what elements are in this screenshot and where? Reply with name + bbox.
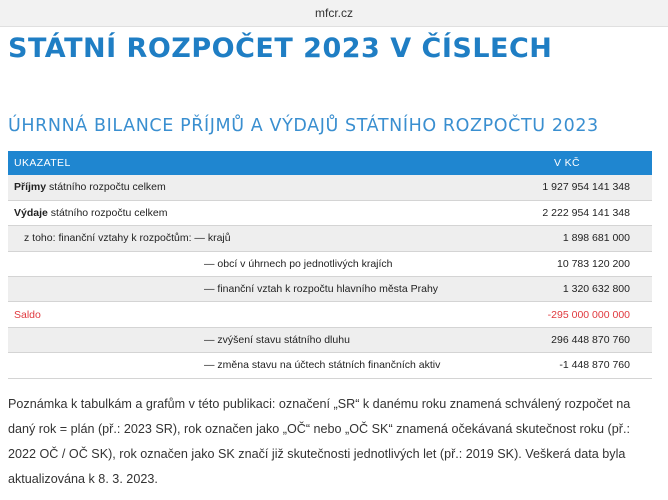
row-value: 10 783 120 200 <box>557 257 630 270</box>
table-row-saldo <box>8 302 652 327</box>
url-text: mfcr.cz <box>315 6 353 20</box>
header-value: V KČ <box>553 157 581 169</box>
budget-balance-table <box>8 151 652 379</box>
row-value: 296 448 870 760 <box>551 334 630 347</box>
row-value: 1 898 681 000 <box>562 232 630 245</box>
row-label: — finanční vztah k rozpočtu hlavního města Prahy <box>204 283 439 296</box>
row-value: 1 320 632 800 <box>562 283 630 296</box>
table-header-row <box>8 151 652 175</box>
row-label: Saldo <box>14 308 41 321</box>
row-label: — obcí v úhrnech po jednotlivých krajích <box>204 257 393 270</box>
row-label: z toho: finanční vztahy k rozpočtům: — krajů <box>24 232 231 245</box>
footnote: Poznámka k tabulkám a grafům v této publikaci: označení „SR“ k danému roku znamená schválený rozpočet na daný rok = plán (př.: 2023 SR), rok označen jako „OČ“ nebo „OČ SK“ znamená očekávaná skutečnost roku (př.: 2022 OČ / OČ SK), rok označen jako SK značí již skutečnosti jednotlivých let (př.: 2019 SK). Veškerá data byla aktualizována k 8. 3. 2023. <box>8 397 631 486</box>
row-value: 2 222 954 141 348 <box>542 207 630 220</box>
row-label-bold: Příjmy <box>14 181 47 194</box>
row-label: — změna stavu na účtech státních finančních aktiv <box>204 359 441 372</box>
row-value: -295 000 000 000 <box>547 308 630 321</box>
table-row-asset-change <box>8 353 652 378</box>
row-label-rest: státního rozpočtu celkem <box>46 181 166 194</box>
browser-url-bar[interactable] <box>0 0 668 27</box>
page-title: STÁTNÍ ROZPOČET 2023 V ČÍSLECH <box>8 33 553 64</box>
row-label <box>8 200 482 225</box>
table-row-revenues <box>8 175 652 200</box>
table-row-regions <box>8 226 652 251</box>
row-label <box>8 175 482 200</box>
header-indicator: UKAZATEL <box>14 157 71 169</box>
row-label-rest: státního rozpočtu celkem <box>47 207 168 220</box>
row-label: — zvýšení stavu státního dluhu <box>204 334 350 347</box>
table-row-prague <box>8 277 652 302</box>
row-label-bold: Výdaje <box>14 207 48 220</box>
row-value: -1 448 870 760 <box>559 359 630 372</box>
table-row-expenditures <box>8 200 652 225</box>
table-row-municipalities <box>8 251 652 276</box>
section-title: ÚHRNNÁ BILANCE PŘÍJMŮ A VÝDAJŮ STÁTNÍHO ROZPOČTU 2023 <box>8 116 599 136</box>
row-value: 1 927 954 141 348 <box>542 181 630 194</box>
table-row-debt-increase <box>8 327 652 352</box>
